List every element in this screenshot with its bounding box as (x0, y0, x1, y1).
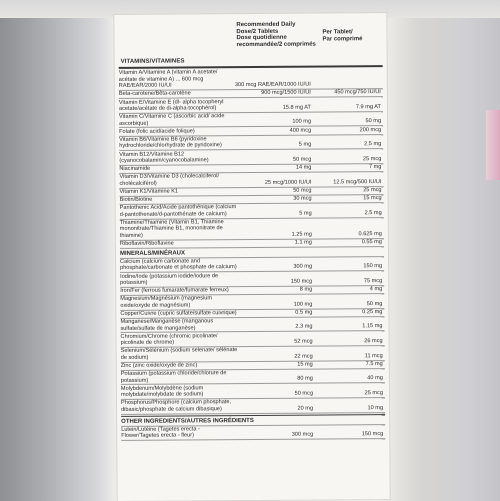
nutrient-name: Biotin/Biotine (119, 196, 153, 204)
per-tablet-value: 75 mcg (363, 277, 383, 285)
nutrient-row (119, 68, 383, 91)
daily-dose-header-line: Dose quotidienne (236, 34, 287, 42)
supplement-facts-label (114, 13, 389, 501)
per-tablet-value: 7 mg (368, 164, 382, 171)
daily-dose-header (236, 22, 318, 49)
per-tablet-value: 4 mg (369, 286, 383, 293)
daily-dose-value: 22 mcg (294, 353, 313, 360)
daily-dose-value: 1.25 mg (291, 231, 312, 238)
daily-dose-value: 300 mcg (291, 431, 314, 438)
nutrient-row (121, 398, 385, 414)
nutrient-row (120, 218, 384, 241)
daily-dose-value: 50 mcg (294, 390, 313, 397)
daily-dose-value: 20 mg (297, 405, 314, 412)
nutrient-name: Vitamin D3/Vitamine D3 (cholecalciferol/ cholécalciférol) (119, 173, 220, 187)
nutrient-name: Niacinamide (119, 165, 151, 173)
box-edge-accent (486, 110, 500, 180)
daily-dose-value: 300 mcg RAE/EAR/1000 IU/UI (234, 81, 311, 89)
per-tablet-value: 40 mg (367, 375, 383, 382)
daily-dose-value: 50 mcg (292, 156, 312, 163)
nutrient-name: Calcium (calcium carbonate and phosphate/carbonate et phosphate de calcium) (120, 258, 237, 272)
daily-dose-value: 5 mg (298, 141, 312, 148)
per-tablet-value: 150 mcg (361, 431, 384, 438)
per-tablet-value: 1.15 mg (362, 323, 383, 330)
daily-dose-value: 100 mg (292, 118, 312, 126)
nutrient-name: Iodine/Iode (potassium iodide/iodure de potassium) (120, 272, 219, 286)
daily-dose-value: 900 mcg/1500 IU/UI (261, 89, 311, 97)
daily-dose-value: 30 mcg (293, 195, 312, 202)
nutrient-name: Folate (folic acid/acide folique) (119, 128, 195, 135)
nutrient-name: Iron/Fer (ferrous fumarate/fumarate ferreux) (120, 287, 229, 295)
nutrient-table (119, 68, 386, 441)
daily-dose-value: 1.1 mg (294, 239, 312, 246)
per-tablet-value: 25 mcg (364, 390, 383, 397)
per-tablet-value: 2.5 mg (364, 209, 382, 216)
table-header (114, 21, 386, 67)
per-tablet-value: 0.55 mg (361, 238, 382, 245)
nutrient-name: Vitamin B6/Vitamine B6 (pyridoxine hydrochloride/chlorhydrate de pyridoxine) (119, 136, 222, 150)
nutrient-name: Riboflavin/Riboflavine (119, 240, 174, 247)
per-tablet-value: 2.5 mg (364, 141, 382, 148)
per-tablet-value: 200 mcg (359, 126, 382, 133)
per-tablet-value: 26 mcg (364, 338, 383, 345)
daily-dose-value: 8 mg (299, 286, 313, 293)
minerals-section-title: MINERALS/MINÉRAUX (120, 247, 384, 259)
nutrient-name: Lutein/Lutéine (Tagetes erecta - Flower/Tagetes erecta - fleur) (121, 426, 200, 440)
daily-dose-value: 15 mg (297, 361, 313, 368)
per-tablet-value: 0.625 mg (358, 230, 382, 237)
nutrient-name: Copper/Cuivre (cupric sulfate/sulfate cuivrique) (120, 310, 237, 317)
daily-dose-value: 2.3 mg (295, 324, 313, 331)
daily-dose-header-line: Dose/2 Tablets (236, 28, 279, 35)
nutrient-row (121, 425, 385, 441)
per-tablet-value: 50 mg (365, 118, 382, 125)
vitamins-column-title: VITAMINS/VITAMINES (120, 58, 185, 65)
nutrient-name: Vitamin K1/Vitamine K1 (119, 188, 179, 195)
nutrient-name: Molybdenum/Molybdène (sodium molybdate/molybdate de sodium) (120, 385, 204, 399)
per-tablet-value: 7.9 mg AT (355, 103, 381, 111)
daily-dose-value: 50 mcg (293, 187, 312, 194)
nutrient-name: Beta-carotene/Bêta-carotène (118, 90, 191, 98)
per-tablet-header-line: Par comprimé (322, 35, 363, 43)
per-tablet-value: 50 mg (366, 300, 383, 307)
nutrient-name: Zinc (zinc oxide/oxyde de zinc) (120, 362, 198, 369)
nutrient-name: Phosphorus/Phosphore (calcium phosphate, dibasic/phosphate de calcium dibasique) (120, 399, 232, 413)
daily-dose-value: 14 mg (295, 164, 312, 171)
other-ingredients-title: OTHER INGREDIENTS/AUTRES INGRÉDIENTS (121, 414, 385, 427)
other-ingredients-section (121, 425, 385, 441)
per-tablet-value: 450 mcg/750 IU/UI (334, 89, 381, 96)
daily-dose-value: 150 mcg (290, 278, 313, 285)
per-tablet-header-line: Per Tablet/ (322, 29, 353, 36)
per-tablet-header (322, 29, 384, 42)
per-tablet-value: 7.5 mg (365, 360, 383, 368)
nutrient-name: Vitamin C/Vitamine C (ascorbic acid/ acide ascorbique) (118, 113, 225, 127)
nutrient-name: Selenium/Sélénium (sodium selenate/ sélénate de sodium) (120, 347, 238, 361)
daily-dose-value: 80 mg (297, 375, 313, 383)
per-tablet-value: 15 mcg (363, 195, 382, 202)
daily-dose-header-line: recommandée/2 comprimés (236, 41, 316, 48)
daily-dose-value: 5 mg (299, 210, 312, 217)
daily-dose-value: 300 mg (293, 263, 313, 270)
nutrient-name: Thiamine/Thiamine (Vitamin B1, Thiamine mononitrate/Thiamine B1, mononitrate de thiamine) (119, 219, 224, 239)
vitamins-section (119, 68, 384, 249)
daily-dose-value: 100 mg (293, 301, 313, 308)
daily-dose-value: 52 mcg (294, 338, 313, 345)
per-tablet-value: 0.25 mg (362, 308, 383, 316)
nutrient-name: Potassium (potassium chloride/chlorure de potassium) (120, 370, 227, 384)
nutrient-name: Manganese/Manganèse (manganous sulfate/sulfate de manganèse) (120, 318, 214, 332)
daily-dose-value: 400 mcg (289, 127, 312, 134)
per-tablet-value: 25 mcg (363, 186, 382, 193)
nutrient-name: Chromium/Chrome (chromic picolinate/ picolinate de chrome) (120, 333, 218, 347)
nutrient-name: Pantothenic Acid/Acide pantothénique (calcium d-pantothenate/d-pantothénate de calcium) (119, 204, 237, 218)
nutrient-name: Magnesium/Magnésium (magnesium oxide/oxyde de magnésium) (120, 295, 213, 309)
nutrient-name: Vitamin B12/Vitamine B12 (cyanocobalamin/cyanocobalamine) (119, 151, 209, 164)
per-tablet-value: 12.5 mcg/500 IU/UI (333, 178, 382, 185)
per-tablet-value: 11 mcg (364, 352, 383, 359)
per-tablet-value: 10 mg (367, 404, 384, 411)
per-tablet-value: 150 mg (363, 263, 383, 270)
daily-dose-value: 0.5 mg (295, 309, 313, 316)
minerals-section (120, 257, 385, 415)
daily-dose-value: 15.8 mg AT (282, 104, 311, 111)
daily-dose-value: 25 mcg/1000 IU/UI (264, 179, 312, 186)
per-tablet-value: 25 mcg (362, 155, 382, 162)
nutrient-name: Vitamin E/Vitamine E (dl- alpha tocopheryl acetate/acétate de di-alpha-tocophérol) (118, 98, 224, 112)
daily-dose-header-line: Recommended Daily (236, 21, 296, 29)
nutrient-name: Vitamin A/Vitamine A (vitamin A acetate/ acétate de vitamine A) ... 600 mcg RAE/EAR/2000 IU/UI (118, 69, 218, 90)
